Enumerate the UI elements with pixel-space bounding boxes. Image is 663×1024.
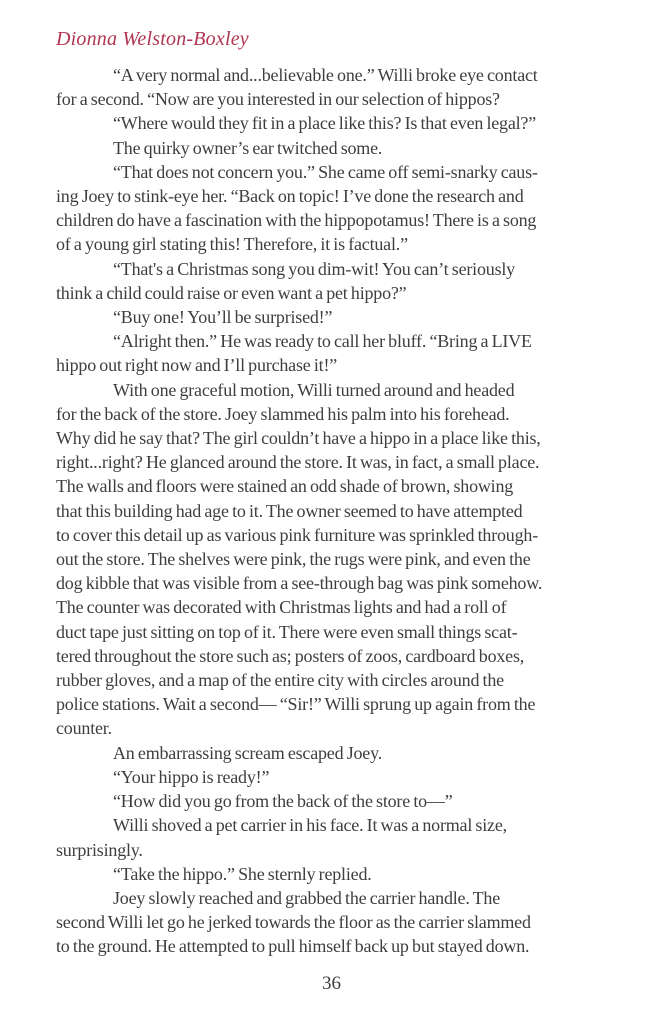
body-text xyxy=(56,63,663,959)
body-line: counter. xyxy=(56,718,112,739)
body-line: that this building had age to it. The owner seemed to have attempted xyxy=(56,500,523,521)
body-line: dog kibble that was visible from a see-through bag was pink somehow. xyxy=(56,573,543,594)
body-line: “That's a Christmas song you dim-wit! You can’t seriously xyxy=(113,258,515,279)
body-line: for a second. “Now are you interested in our selection of hippos? xyxy=(56,89,500,110)
body-line: “Take the hippo.” She sternly replied. xyxy=(113,863,372,884)
body-line: of a young girl stating this! Therefore, it is factual.” xyxy=(56,234,408,255)
body-line: right...right? He glanced around the store. It was, in fact, a small place. xyxy=(56,452,540,473)
body-line: surprisingly. xyxy=(56,839,143,860)
body-line: An embarrassing scream escaped Joey. xyxy=(113,742,383,763)
body-line: The walls and floors were stained an odd shade of brown, showing xyxy=(56,476,514,497)
body-line: second Willi let go he jerked towards the floor as the carrier slammed xyxy=(56,912,531,933)
body-line: for the back of the store. Joey slammed his palm into his forehead. xyxy=(56,403,510,424)
body-line: to cover this detail up as various pink furniture was sprinkled through- xyxy=(56,524,538,545)
body-line: out the store. The shelves were pink, the rugs were pink, and even the xyxy=(56,549,531,570)
author-header: Dionna Welston-Boxley xyxy=(56,28,249,50)
body-line: Willi shoved a pet carrier in his face. It was a normal size, xyxy=(113,815,507,836)
body-line: ing Joey to stink-eye her. “Back on topic! I’ve done the research and xyxy=(56,186,524,207)
body-line: With one graceful motion, Willi turned around and headed xyxy=(113,379,515,400)
body-line: think a child could raise or even want a pet hippo?” xyxy=(56,282,407,303)
body-line: “Where would they fit in a place like this? Is that even legal?” xyxy=(113,113,537,134)
body-line: The quirky owner’s ear twitched some. xyxy=(113,137,383,158)
body-line: to the ground. He attempted to pull himself back up but stayed down. xyxy=(56,936,530,957)
body-line: “How did you go from the back of the store to—” xyxy=(113,791,453,812)
body-line: “Alright then.” He was ready to call her bluff. “Bring a LIVE xyxy=(113,331,532,352)
body-line: duct tape just sitting on top of it. There were even small things scat- xyxy=(56,621,518,642)
body-line: “Your hippo is ready!” xyxy=(113,766,270,787)
body-line: hippo out right now and I’ll purchase it!” xyxy=(56,355,338,376)
body-line: tered throughout the store such as; posters of zoos, cardboard boxes, xyxy=(56,645,525,666)
page-footer xyxy=(0,972,663,996)
body-line: Why did he say that? The girl couldn’t have a hippo in a place like this, xyxy=(56,428,541,449)
body-line: police stations. Wait a second— “Sir!” Willi sprung up again from the xyxy=(56,694,536,715)
body-line: Joey slowly reached and grabbed the carrier handle. The xyxy=(113,887,500,908)
body-line: The counter was decorated with Christmas lights and had a roll of xyxy=(56,597,507,618)
body-line: rubber gloves, and a map of the entire city with circles around the xyxy=(56,670,504,691)
body-line: “Buy one! You’ll be surprised!” xyxy=(113,307,333,328)
page-number: 36 xyxy=(322,973,341,994)
body-line: “That does not concern you.” She came off semi-snarky caus- xyxy=(113,161,538,182)
body-line: children do have a fascination with the hippopotamus! There is a song xyxy=(56,210,537,231)
body-line: “A very normal and...believable one.” Willi broke eye contact xyxy=(113,65,538,85)
